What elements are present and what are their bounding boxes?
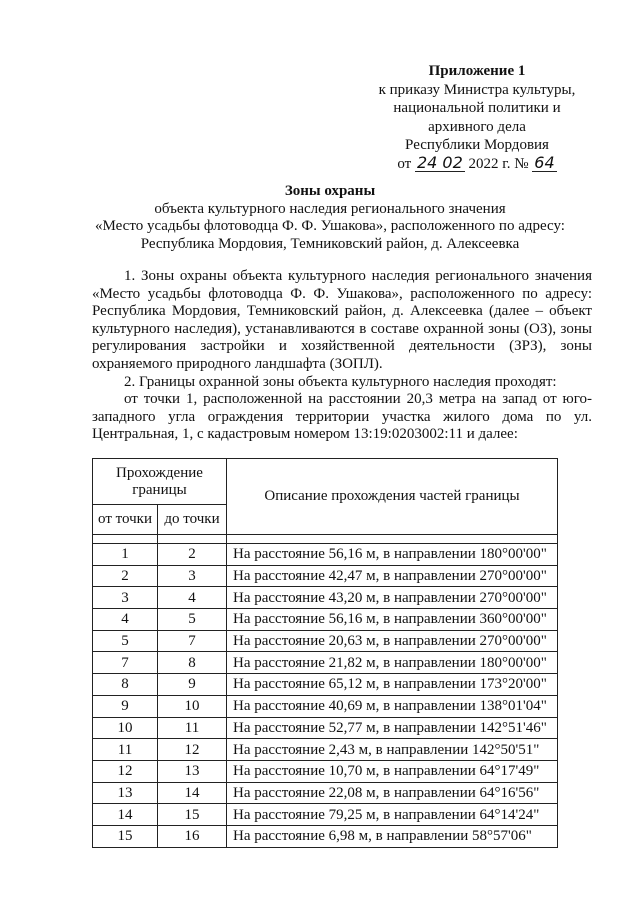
table-body: [93, 544, 558, 848]
cell-to: 13: [158, 760, 227, 782]
appendix-title: Приложение 1: [428, 63, 526, 79]
header-from: от точки: [93, 505, 158, 535]
cell-description: На расстояние 2,43 м, в направлении 142°50'51": [227, 739, 558, 761]
cell-from: 15: [93, 825, 158, 847]
date-prefix: от: [397, 155, 412, 172]
order-date-line: [372, 152, 582, 174]
cell-to: 15: [158, 804, 227, 826]
cell-description: На расстояние 42,47 м, в направлении 270°00'00": [227, 565, 558, 587]
cell-from: 13: [93, 782, 158, 804]
cell-description: На расстояние 21,82 м, в направлении 180°00'00": [227, 652, 558, 674]
document-body: [92, 268, 592, 444]
table-row: [93, 825, 558, 847]
heading-line: Республика Мордовия, Темниковский район, д. Алексеевка: [140, 235, 520, 252]
appendix-line: архивного дела: [428, 118, 526, 135]
cell-from: 7: [93, 652, 158, 674]
table-row: [93, 609, 558, 631]
table-row: [93, 587, 558, 609]
cell-description: На расстояние 56,16 м, в направлении 180°00'00": [227, 544, 558, 566]
cell-description: На расстояние 52,77 м, в направлении 142°51'46": [227, 717, 558, 739]
heading-line: «Место усадьбы флотоводца Ф. Ф. Ушакова», расположенного по адресу:: [95, 218, 565, 234]
cell-from: 10: [93, 717, 158, 739]
appendix-line: национальной политики и: [393, 100, 561, 116]
cell-description: На расстояние 43,20 м, в направлении 270°00'00": [227, 587, 558, 609]
paragraph: от точки 1, расположенной на расстоянии 20,3 метра на запад от юго-западного угла ограждения территории участка жилого дома по ул. Центральная, 1, с кадастровым номером 13:19:0203002:11 и далее:: [92, 391, 592, 443]
table-row: [93, 760, 558, 782]
paragraph: 1. Зоны охраны объекта культурного наследия регионального значения «Место усадьбы флотоводца Ф. Ф. Ушакова», расположенного по адресу: Республика Мордовия, Темниковский район, д. Алексеевка (далее – объект культурного наследия), устанавливаются в составе охранной зоны (ОЗ), зоны регулирования застройки и хозяйственной деятельности (ЗРЗ), зоны охраняемого природного ландшафта (ЗОПЛ).: [92, 268, 592, 372]
cell-from: 3: [93, 587, 158, 609]
cell-from: 2: [93, 565, 158, 587]
header-to: до точки: [158, 505, 227, 535]
appendix-line: к приказу Министра культуры,: [378, 81, 576, 98]
table-row: [93, 782, 558, 804]
date-suffix: 2022 г. №: [468, 155, 529, 172]
handwritten-date: 24 02: [416, 152, 463, 172]
cell-to: 3: [158, 565, 227, 587]
table-row: [93, 674, 558, 696]
handwritten-number: 64: [534, 152, 555, 172]
cell-to: 7: [158, 630, 227, 652]
table-row: [93, 544, 558, 566]
cell-description: На расстояние 10,70 м, в направлении 64°17'49": [227, 760, 558, 782]
cell-to: 10: [158, 695, 227, 717]
cell-description: На расстояние 79,25 м, в направлении 64°14'24": [227, 804, 558, 826]
cell-to: 9: [158, 674, 227, 696]
cell-description: На расстояние 40,69 м, в направлении 138°01'04": [227, 695, 558, 717]
heading-title: Зоны охраны: [284, 183, 376, 199]
table-row: [93, 717, 558, 739]
cell-description: На расстояние 22,08 м, в направлении 64°16'56": [227, 782, 558, 804]
cell-from: 8: [93, 674, 158, 696]
cell-from: 4: [93, 609, 158, 631]
table-row: [93, 652, 558, 674]
cell-from: 11: [93, 739, 158, 761]
cell-from: 1: [93, 544, 158, 566]
cell-description: На расстояние 65,12 м, в направлении 173°20'00": [227, 674, 558, 696]
cell-to: 5: [158, 609, 227, 631]
cell-from: 5: [93, 630, 158, 652]
cell-to: 2: [158, 544, 227, 566]
cell-description: На расстояние 20,63 м, в направлении 270°00'00": [227, 630, 558, 652]
cell-to: 14: [158, 782, 227, 804]
table-row: [93, 695, 558, 717]
table-row: [93, 630, 558, 652]
paragraph: 2. Границы охранной зоны объекта культурного наследия проходят:: [124, 373, 557, 390]
cell-from: 12: [93, 760, 158, 782]
cell-description: На расстояние 56,16 м, в направлении 360°00'00": [227, 609, 558, 631]
table-row: [93, 565, 558, 587]
table-row: [93, 804, 558, 826]
heading-line: объекта культурного наследия регионального значения: [154, 200, 506, 217]
cell-to: 11: [158, 717, 227, 739]
cell-to: 12: [158, 739, 227, 761]
table-row: [93, 739, 558, 761]
cell-to: 8: [158, 652, 227, 674]
header-description: Описание прохождения частей границы: [227, 459, 558, 535]
cell-from: 14: [93, 804, 158, 826]
document-heading: [40, 183, 620, 253]
cell-from: 9: [93, 695, 158, 717]
cell-to: 16: [158, 825, 227, 847]
boundary-table: [92, 458, 558, 848]
cell-to: 4: [158, 587, 227, 609]
cell-description: На расстояние 6,98 м, в направлении 58°57'06": [227, 825, 558, 847]
appendix-block: [372, 62, 582, 173]
appendix-line: Республики Мордовия: [405, 137, 549, 153]
header-group: Прохождение границы: [93, 459, 227, 505]
